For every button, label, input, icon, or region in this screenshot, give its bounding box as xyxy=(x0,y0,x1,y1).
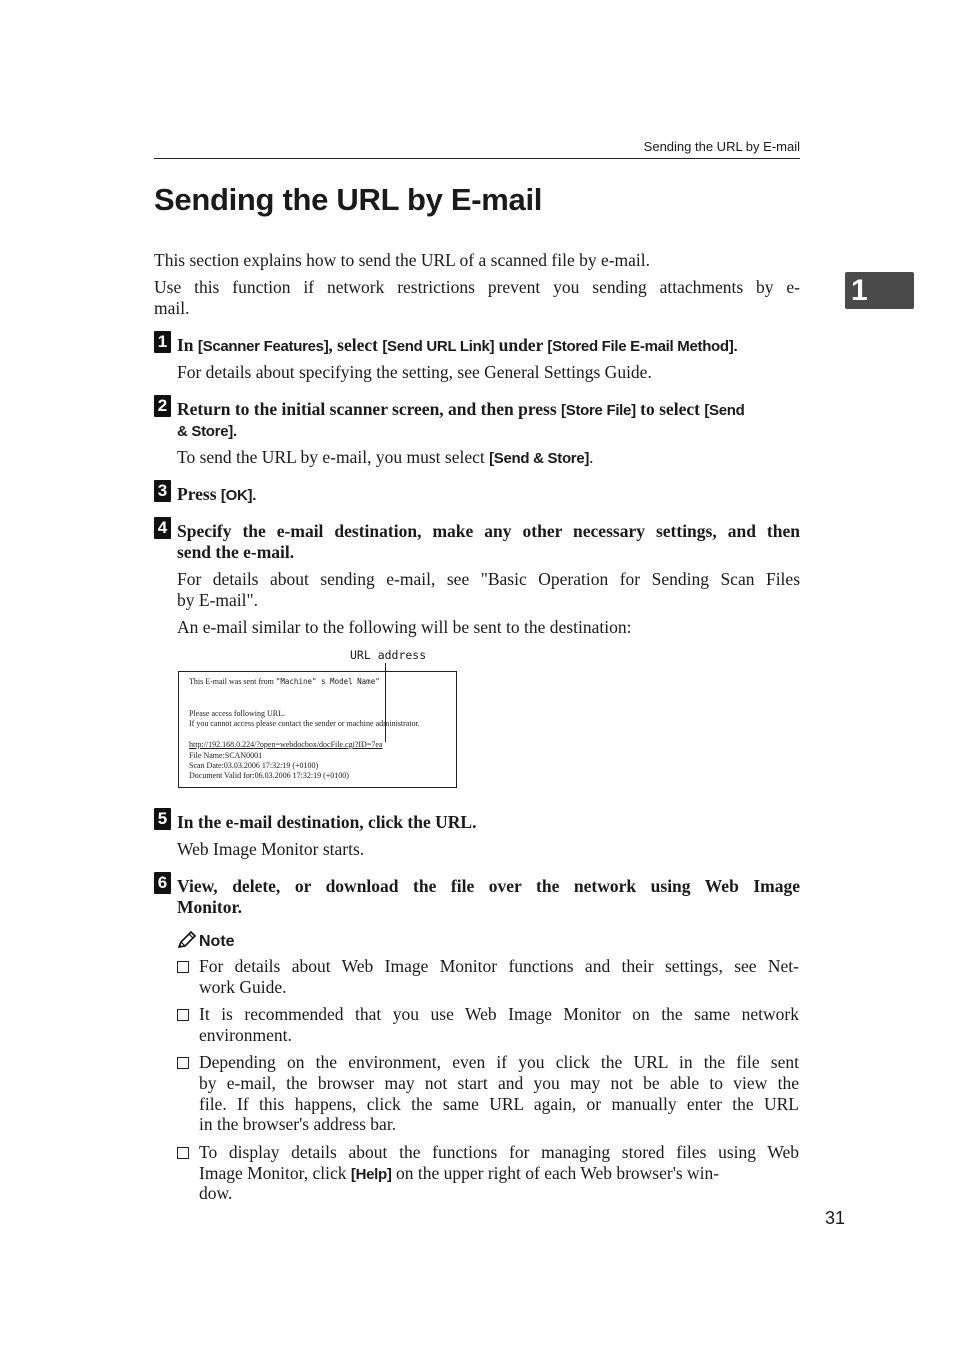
step-1-instruction: In [Scanner Features], select [Send URL Link] under [Stored File E-mail Method]. xyxy=(177,335,738,355)
step-4-instruction-line-2: send the e-mail. xyxy=(177,542,295,562)
step-number-1: 1 xyxy=(154,331,171,353)
step-5-detail: Web Image Monitor starts. xyxy=(177,839,365,859)
note-item-4-line-1: To display details about the functions for managing stored files using Web xyxy=(199,1142,799,1162)
running-header: Sending the URL by E-mail xyxy=(643,139,800,154)
note-item-1-line-1: For details about Web Image Monitor functions and their settings, see Net- xyxy=(199,956,799,976)
chapter-number: 1 xyxy=(851,274,868,307)
key-send-url-link: [Send URL Link] xyxy=(382,338,495,355)
header-rule xyxy=(154,158,800,159)
note-item-2-line-1: It is recommended that you use Web Image Monitor on the same network xyxy=(199,1004,799,1024)
note-item-3-line-1: Depending on the environment, even if you click the URL in the file sent xyxy=(199,1052,799,1072)
email-valid-for: Document Valid for:06.03.2006 17:32:19 (+0100) xyxy=(189,771,349,780)
email-scan-date: Scan Date:03.03.2006 17:32:19 (+0100) xyxy=(189,761,319,770)
step-2-instruction-line-1: Return to the initial scanner screen, and then press [Store File] to select [Send xyxy=(177,399,745,419)
key-stored-file-email-method: [Stored File E-mail Method] xyxy=(547,338,734,355)
step-number-4: 4 xyxy=(154,517,171,539)
step-4-detail-line-1: For details about sending e-mail, see "Basic Operation for Sending Scan Files xyxy=(177,569,800,589)
key-send-and-store: [Send xyxy=(704,402,745,419)
email-sample-box xyxy=(178,671,457,788)
step-1-detail: For details about specifying the setting, see General Settings Guide. xyxy=(177,362,652,382)
intro-line-3: mail. xyxy=(154,298,190,318)
figure-callout-label: URL address xyxy=(350,648,427,662)
intro-line-1: This section explains how to send the URL of a scanned file by e-mail. xyxy=(154,250,651,270)
key-send-and-store-inline: [Send & Store] xyxy=(489,450,590,467)
chapter-tab xyxy=(845,272,914,309)
step-6-instruction-line-1: View, delete, or download the file over the network using Web Image xyxy=(177,876,800,896)
note-item-4-line-3: dow. xyxy=(199,1183,233,1203)
note-checkbox-icon xyxy=(177,1147,189,1159)
step-5-instruction: In the e-mail destination, click the URL. xyxy=(177,812,477,832)
key-help: [Help] xyxy=(350,1166,392,1183)
note-checkbox-icon xyxy=(177,1057,189,1069)
step-number-6: 6 xyxy=(154,872,171,894)
key-store-file: [Store File] xyxy=(561,402,636,419)
note-item-4-line-2: Image Monitor, click [Help] on the upper right of each Web browser's win- xyxy=(199,1163,720,1183)
note-item-3-line-2: by e-mail, the browser may not start and you may not be able to view the xyxy=(199,1073,799,1093)
step-number-5: 5 xyxy=(154,808,171,830)
note-item-1-line-2: work Guide. xyxy=(199,977,287,997)
note-checkbox-icon xyxy=(177,1009,189,1021)
step-3-instruction: Press [OK]. xyxy=(177,484,257,504)
step-2-instruction-line-2: & Store]. xyxy=(177,423,237,440)
key-scanner-features: [Scanner Features] xyxy=(197,338,329,355)
note-item-2-line-2: environment. xyxy=(199,1025,292,1045)
page-title: Sending the URL by E-mail xyxy=(154,182,543,217)
note-checkbox-icon xyxy=(177,961,189,973)
key-ok: [OK] xyxy=(220,487,253,504)
email-file-name: File Name:SCAN0001 xyxy=(189,751,263,760)
step-4-detail-line-2: by E-mail". xyxy=(177,590,259,610)
note-item-3-line-3: file. If this happens, click the same URL again, or manually enter the URL xyxy=(199,1094,799,1114)
email-sent-from-line: This E-mail was sent from "Machine" s Model Name" xyxy=(189,677,380,686)
note-heading: Note xyxy=(199,933,235,950)
email-contact-line: If you cannot access please contact the sender or machine administrator. xyxy=(189,719,420,728)
intro-line-2: Use this function if network restrictions prevent you sending attachments by e- xyxy=(154,277,800,297)
note-item-3-line-4: in the browser's address bar. xyxy=(199,1114,397,1134)
email-access-line: Please access following URL. xyxy=(189,709,285,718)
page-number: 31 xyxy=(824,1208,845,1228)
step-6-instruction-line-2: Monitor. xyxy=(177,897,242,917)
note-pencil-icon xyxy=(177,931,197,949)
step-number-2: 2 xyxy=(154,395,171,417)
step-number-3: 3 xyxy=(154,480,171,502)
step-4-instruction-line-1: Specify the e-mail destination, make any other necessary settings, and then xyxy=(177,521,800,541)
step-2-detail: To send the URL by e-mail, you must select [Send & Store]. xyxy=(177,447,594,467)
step-4-detail-line-3: An e-mail similar to the following will be sent to the destination: xyxy=(177,617,632,637)
email-url-link[interactable]: http://192.168.0.224/?open=webdocbox/docFile.cgi?ID=7ea xyxy=(189,740,383,749)
